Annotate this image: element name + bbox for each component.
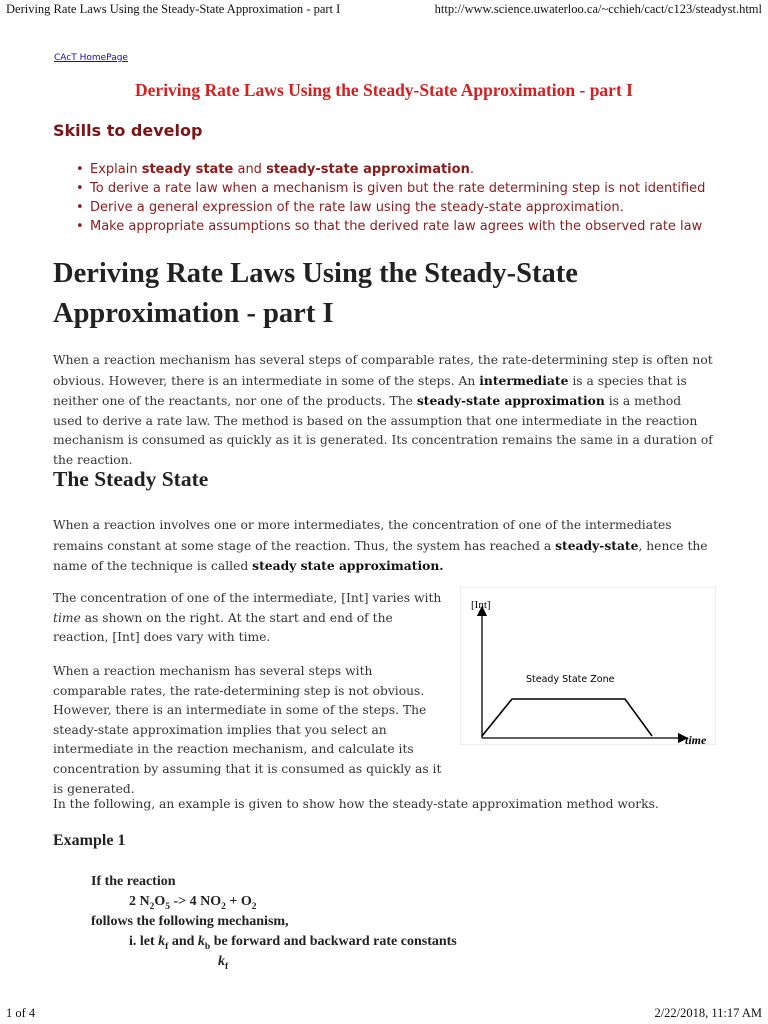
example-line-reaction: If the reaction (91, 874, 176, 889)
skills-list (76, 160, 705, 236)
mechanism-paragraph: When a reaction mechanism has several steps with comparable rates, the rate-determining step is not obvious. However, there is an intermediate in some of the steps. The steady-state approximation implies that you select an intermediate in the reaction mechanism, and calculate its concentration by assuming that it is consumed as quickly as it is generated. (53, 664, 442, 796)
print-header-url: http://www.science.uwaterloo.ca/~cchieh/cact/c123/steadyst.html (434, 2, 762, 16)
skills-item (76, 160, 705, 179)
eq-part: -> 4 NO (170, 894, 222, 909)
skills-item-text: Explain (90, 162, 142, 177)
example-line-kf (91, 952, 457, 972)
text-run: , hence the name of the technique is called (53, 538, 708, 574)
print-timestamp: 2/22/2018, 11:17 AM (654, 1006, 762, 1020)
text-run: is a method used to derive a rate law. The method is based on the assumption that one intermediate in the reaction mechanism is consumed as quickly as it is generated. Its concentration remains the same in a duration of the reaction. (53, 394, 713, 467)
text-run: When a reaction mechanism has several steps of comparable rates, the rate-determining step is often not obvious. However, there is an intermediate in some of the steps. An (53, 353, 713, 388)
banner-title: Deriving Rate Laws Using the Steady-State Approximation - part I (135, 80, 633, 100)
eq-part: O (154, 894, 166, 909)
home-page-link[interactable]: CAcT HomePage (54, 53, 128, 63)
term-steady-state: steady state (141, 162, 234, 177)
eq-sub: 2 (251, 901, 257, 912)
y-axis-label: [Int] (471, 599, 491, 611)
skills-item: • Derive a general expression of the rate law using the steady-state approximation. (76, 198, 705, 217)
symbol-sub: f (225, 961, 229, 972)
symbol-sub: f (165, 941, 169, 952)
section-heading-steady-state: The Steady State (53, 467, 209, 491)
zone-label: Steady State Zone (526, 674, 615, 685)
text-run: When a reaction involves one or more intermediates, the concentration of one of the intermediates remains constant at some stage of the reaction. Thus, the system has reached a (53, 518, 672, 553)
example-heading: Example 1 (53, 832, 126, 849)
x-axis-label: time (685, 733, 707, 745)
eq-part: + O (225, 894, 252, 909)
eq-sub: 2 (149, 901, 155, 912)
skills-item: • To derive a rate law when a mechanism is given but the rate determining step is not identified (76, 179, 705, 198)
example-equation (91, 892, 457, 912)
print-header (0, 2, 768, 20)
text-run: is a species that is neither one of the reactants, nor one of the products. The (53, 373, 687, 409)
skills-item-text: . (469, 162, 474, 177)
steady-state-paragraph (53, 516, 713, 577)
page-counter: 1 of 4 (6, 1006, 36, 1020)
text-run: i. let (129, 934, 159, 949)
eq-sub: 5 (165, 901, 171, 912)
text-run: as shown on the right. At the start and end of the reaction, [Int] does vary with time. (53, 610, 393, 645)
term-time: time (53, 610, 81, 625)
example-intro-paragraph: In the following, an example is given to show how the steady-state approximation method works. (53, 797, 659, 811)
page-title: Deriving Rate Laws Using the Steady-State Approximation - part I (53, 258, 578, 329)
print-footer (0, 1006, 768, 1024)
term-steady-state-approximation: steady state approximation. (252, 558, 444, 574)
example-body (91, 872, 457, 972)
term-steady-state-approximation: steady-state approximation (266, 162, 470, 177)
symbol-sub: b (204, 941, 211, 952)
term-steady-state-approximation: steady-state approximation (416, 393, 605, 409)
print-header-title: Deriving Rate Laws Using the Steady-State Approximation - part I (6, 2, 341, 16)
skills-item: • Make appropriate assumptions so that the derived rate law agrees with the observed rate law (76, 217, 705, 236)
text-run: The concentration of one of the intermediate, [Int] varies with (53, 591, 442, 605)
eq-part: 2 N (129, 894, 150, 909)
eq-sub: 2 (221, 901, 226, 912)
term-intermediate: intermediate (479, 372, 569, 388)
example-line-mechanism: follows the following mechanism, (91, 914, 289, 929)
example-line-constants (91, 932, 457, 952)
text-run: and (168, 934, 198, 949)
figure-frame (460, 587, 716, 745)
steady-state-figure (460, 587, 716, 745)
text-run: be forward and backward rate constants (210, 934, 457, 949)
concentration-paragraph (53, 589, 445, 648)
skills-item-text: and (233, 162, 267, 177)
skills-heading: Skills to develop (53, 121, 203, 140)
symbol-k: k (158, 934, 166, 949)
symbol-k: k (218, 954, 225, 969)
symbol-k: k (197, 934, 205, 949)
term-steady-state: steady-state (555, 537, 639, 553)
intro-paragraph (53, 351, 713, 471)
